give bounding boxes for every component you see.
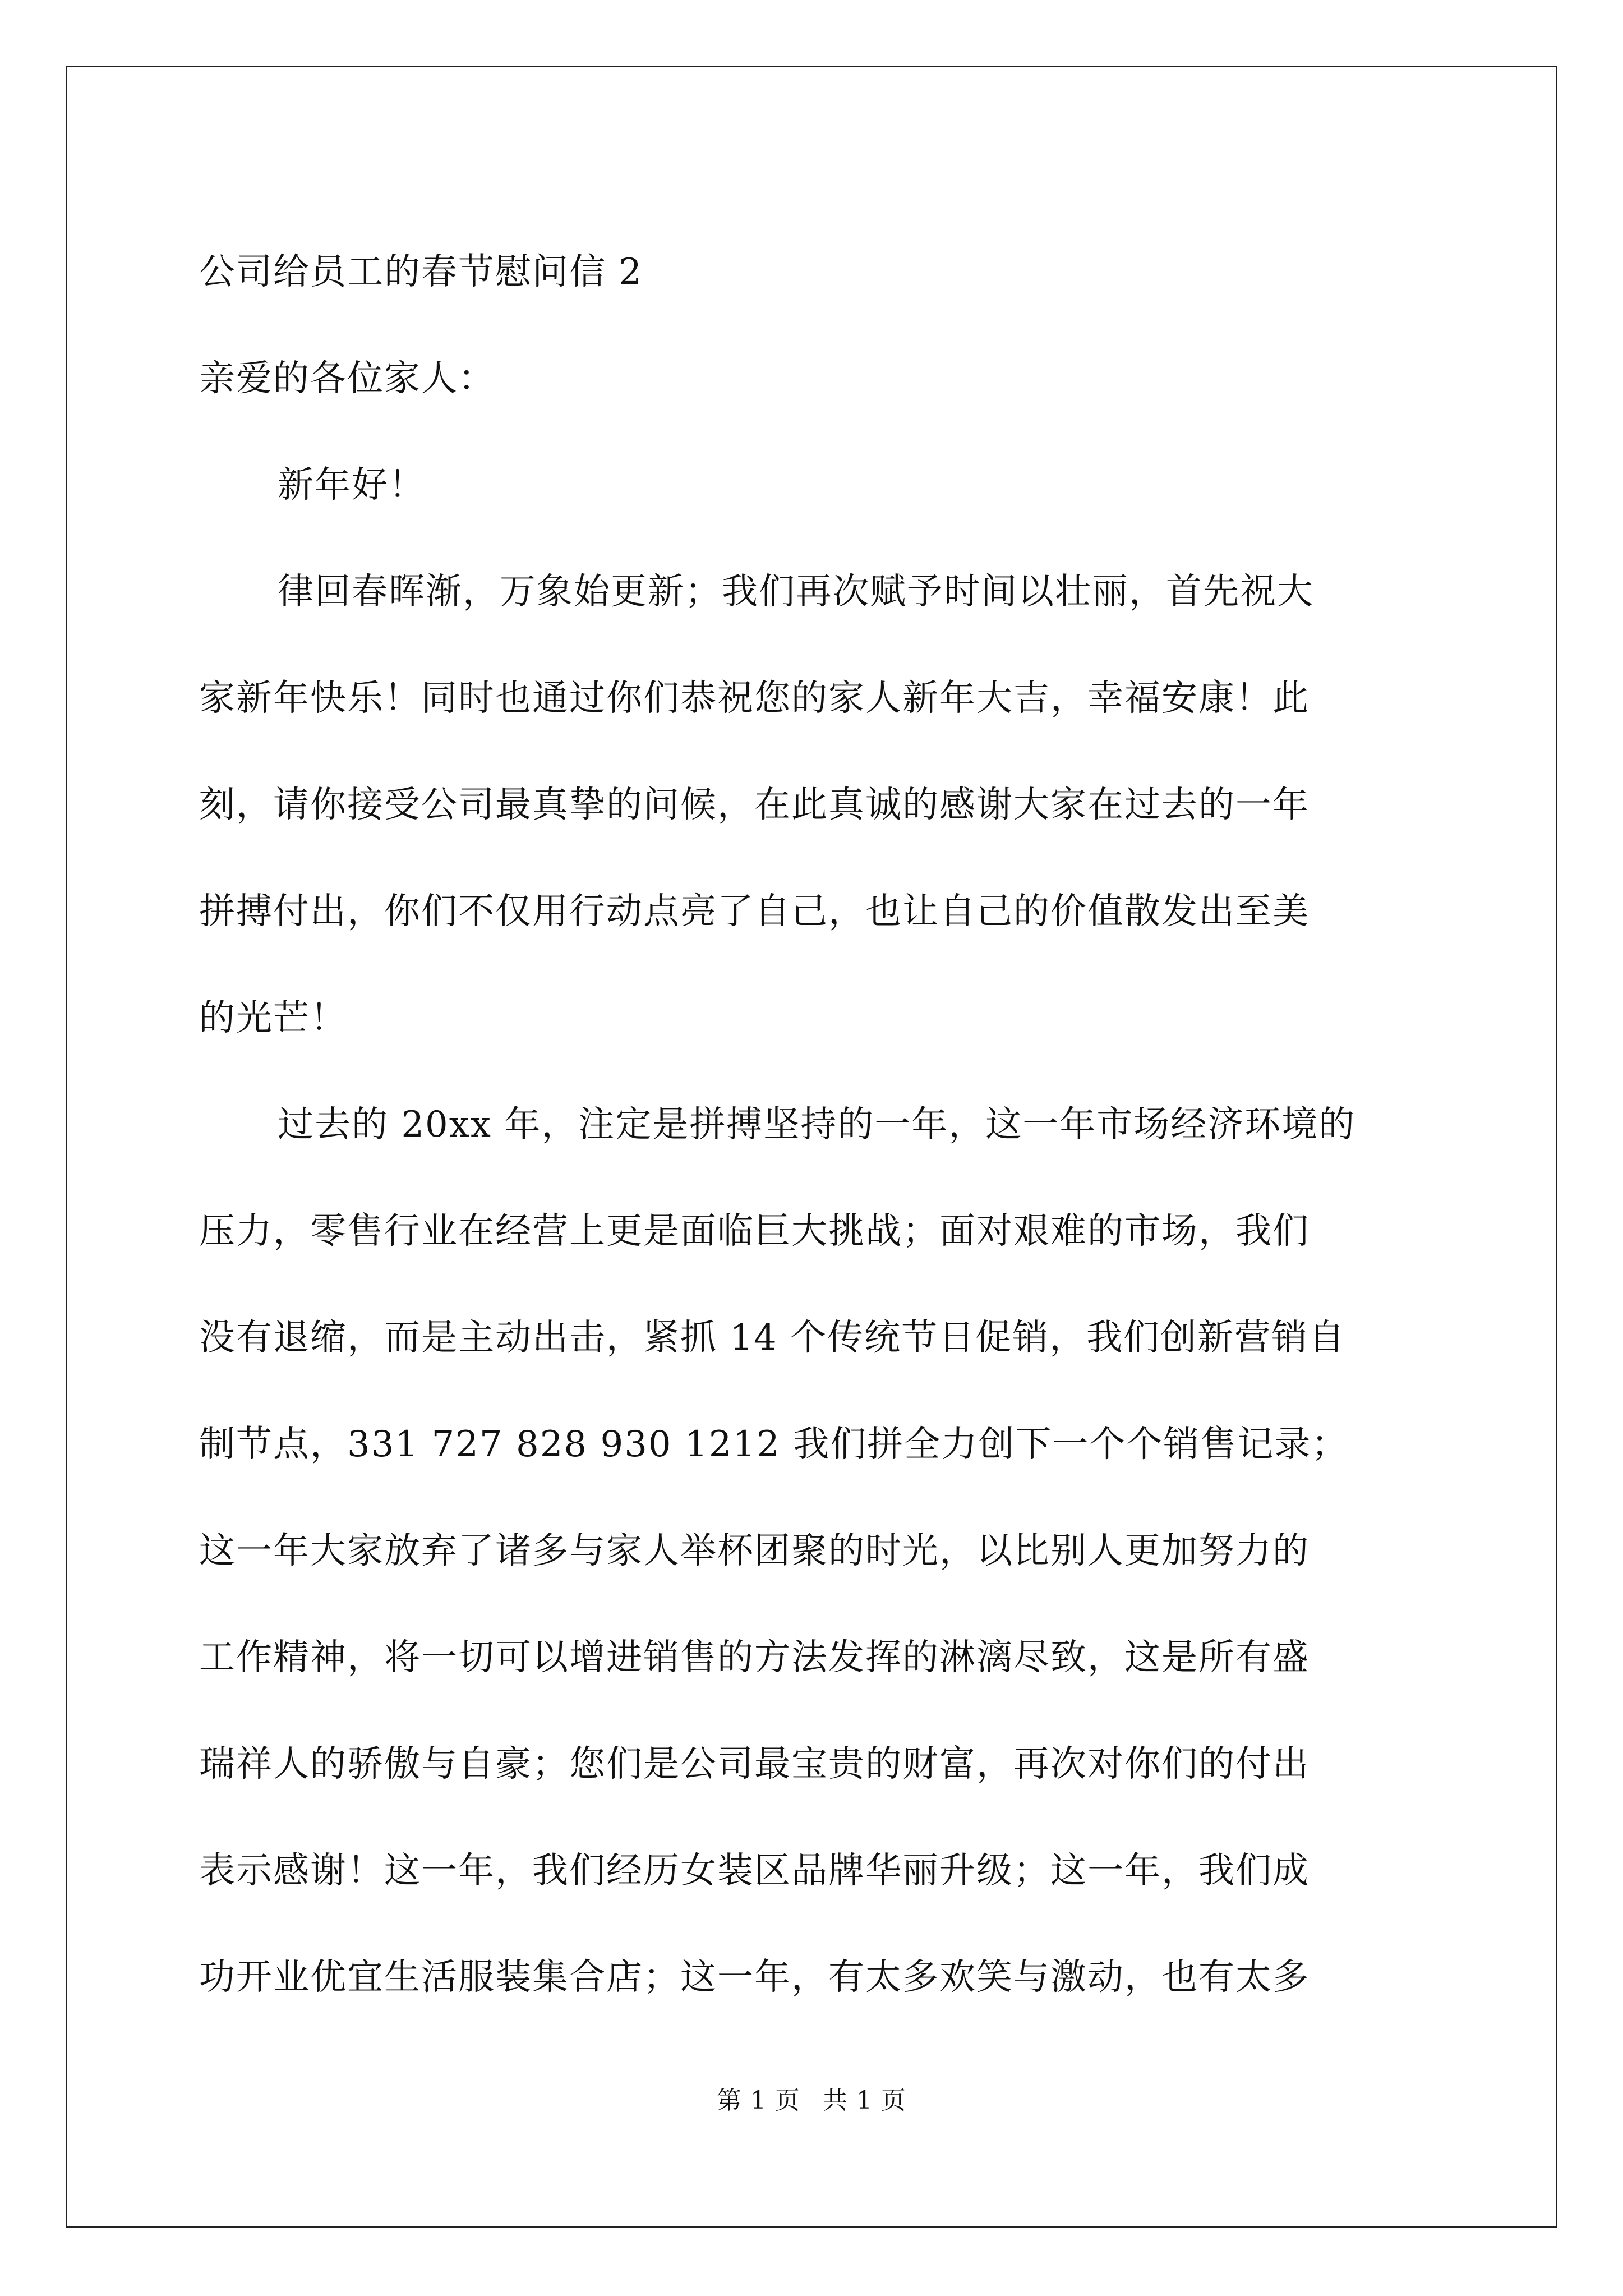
- page-footer: [0, 2084, 1623, 2118]
- page-total: 共 1 页: [823, 2086, 906, 2115]
- letter-body: [199, 219, 1430, 2031]
- paragraph-line: 瑞祥人的骄傲与自豪；您们是公司最宝贵的财富，再次对你们的付出: [199, 1743, 1310, 1785]
- paragraph-line: 拼搏付出，你们不仅用行动点亮了自己，也让自己的价值散发出至美: [199, 891, 1310, 932]
- paragraph-line: 没有退缩，而是主动出击，紧抓 14 个传统节日促销，我们创新营销自: [199, 1317, 1346, 1359]
- paragraph-line: 新年好！: [278, 464, 426, 506]
- paragraph-line: 过去的 20xx 年，注定是拼搏坚持的一年，这一年市场经济环境的: [278, 1104, 1356, 1145]
- paragraph-line: 表示感谢！这一年，我们经历女装区品牌华丽升级；这一年，我们成: [199, 1850, 1310, 1892]
- paragraph-line: 律回春晖渐，万象始更新；我们再次赋予时间以壮丽，首先祝大: [278, 571, 1314, 613]
- paragraph-line: 家新年快乐！同时也通过你们恭祝您的家人新年大吉，幸福安康！此: [199, 678, 1310, 719]
- paragraph-line: 制节点，331 727 828 930 1212 我们拼全力创下一个个销售记录；: [199, 1424, 1349, 1465]
- paragraph-line: 的光芒！: [199, 997, 347, 1039]
- greeting: 亲爱的各位家人：: [199, 358, 495, 399]
- paragraph-line: 刻，请你接受公司最真挚的问候，在此真诚的感谢大家在过去的一年: [199, 784, 1310, 826]
- page-number: 第 1 页: [717, 2086, 800, 2115]
- document-title: 公司给员工的春节慰问信 2: [199, 251, 643, 293]
- paragraph-line: 这一年大家放弃了诸多与家人举杯团聚的时光，以比别人更加努力的: [199, 1530, 1310, 1572]
- paragraph-line: 工作精神，将一切可以增进销售的方法发挥的淋漓尽致，这是所有盛: [199, 1637, 1310, 1678]
- paragraph-line: 功开业优宜生活服装集合店；这一年，有太多欢笑与激动，也有太多: [199, 1957, 1310, 1998]
- paragraph-line: 压力，零售行业在经营上更是面临巨大挑战；面对艰难的市场，我们: [199, 1211, 1310, 1252]
